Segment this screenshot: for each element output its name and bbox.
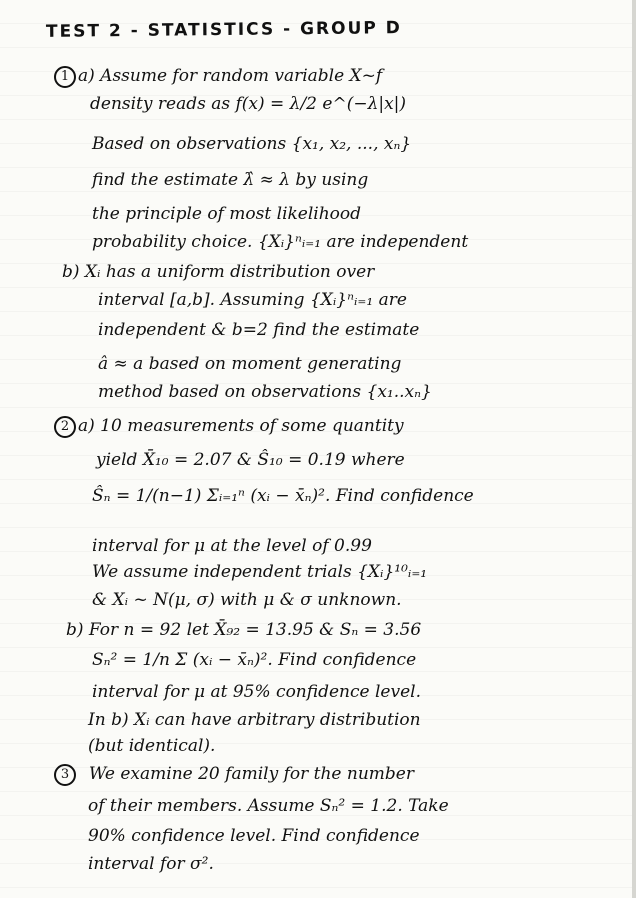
problem-2-line-9: interval for μ at 95% confidence level. — [92, 682, 421, 702]
problem-3-line-1: 3 We examine 20 family for the number — [54, 762, 414, 786]
problem-1-line-1: 1 a) Assume for random variable X~f — [54, 64, 382, 88]
problem-2-line-4: interval for μ at the level of 0.99 — [92, 536, 372, 556]
problem-1-number: 1 — [54, 66, 76, 88]
problem-1-line-8: interval [a,b]. Assuming {Xᵢ}ⁿᵢ₌₁ are — [98, 290, 407, 310]
problem-2-line-2: yield X̄₁₀ = 2.07 & Ŝ₁₀ = 0.19 where — [96, 450, 405, 470]
problem-3-number: 3 — [54, 764, 76, 786]
problem-1-line-4: find the estimate λ̂ ≈ λ by using — [92, 170, 369, 190]
problem-1-line-5: the principle of most likelihood — [92, 204, 362, 224]
problem-2-line-11: (but identical). — [88, 736, 216, 756]
problem-3-line-2: of their members. Assume Sₙ² = 1.2. Take — [88, 796, 449, 816]
problem-3-line-3: 90% confidence level. Find confidence — [88, 826, 420, 846]
problem-3-line-4: interval for σ². — [88, 854, 214, 874]
problem-2-line-7: b) For n = 92 let X̄₉₂ = 13.95 & Sₙ = 3.56 — [66, 620, 422, 640]
problem-2-line-1: 2 a) 10 measurements of some quantity — [54, 414, 404, 438]
problem-2-line-8: Sₙ² = 1/n Σ (xᵢ − x̄ₙ)². Find confidence — [92, 650, 417, 670]
page-edge — [632, 0, 636, 898]
problem-2-line-5: We assume independent trials {Xᵢ}¹⁰ᵢ₌₁ — [92, 562, 428, 582]
problem-2-line-3: Ŝₙ = 1/(n−1) Σᵢ₌₁ⁿ (xᵢ − x̄ₙ)². Find confidence — [92, 486, 474, 506]
problem-1-line-11: method based on observations {x₁..xₙ} — [98, 382, 432, 402]
problem-2-number: 2 — [54, 416, 76, 438]
problem-1-line-6: probability choice. {Xᵢ}ⁿᵢ₌₁ are independent — [92, 232, 469, 252]
problem-1-line-3: Based on observations {x₁, x₂, ..., xₙ} — [92, 134, 412, 154]
problem-1-line-10: â ≈ a based on moment generating — [98, 354, 402, 374]
problem-1-line-9: independent & b=2 find the estimate — [98, 320, 420, 340]
problem-1-line-2: density reads as f(x) = λ/2 e^(−λ|x|) — [90, 94, 407, 114]
problem-1-line-7: b) Xᵢ has a uniform distribution over — [62, 262, 375, 282]
problem-2-line-6: & Xᵢ ~ N(μ, σ) with μ & σ unknown. — [92, 590, 402, 610]
page-title: TEST 2 - STATISTICS - GROUP D — [45, 18, 402, 42]
problem-2-line-10: In b) Xᵢ can have arbitrary distribution — [88, 710, 421, 730]
